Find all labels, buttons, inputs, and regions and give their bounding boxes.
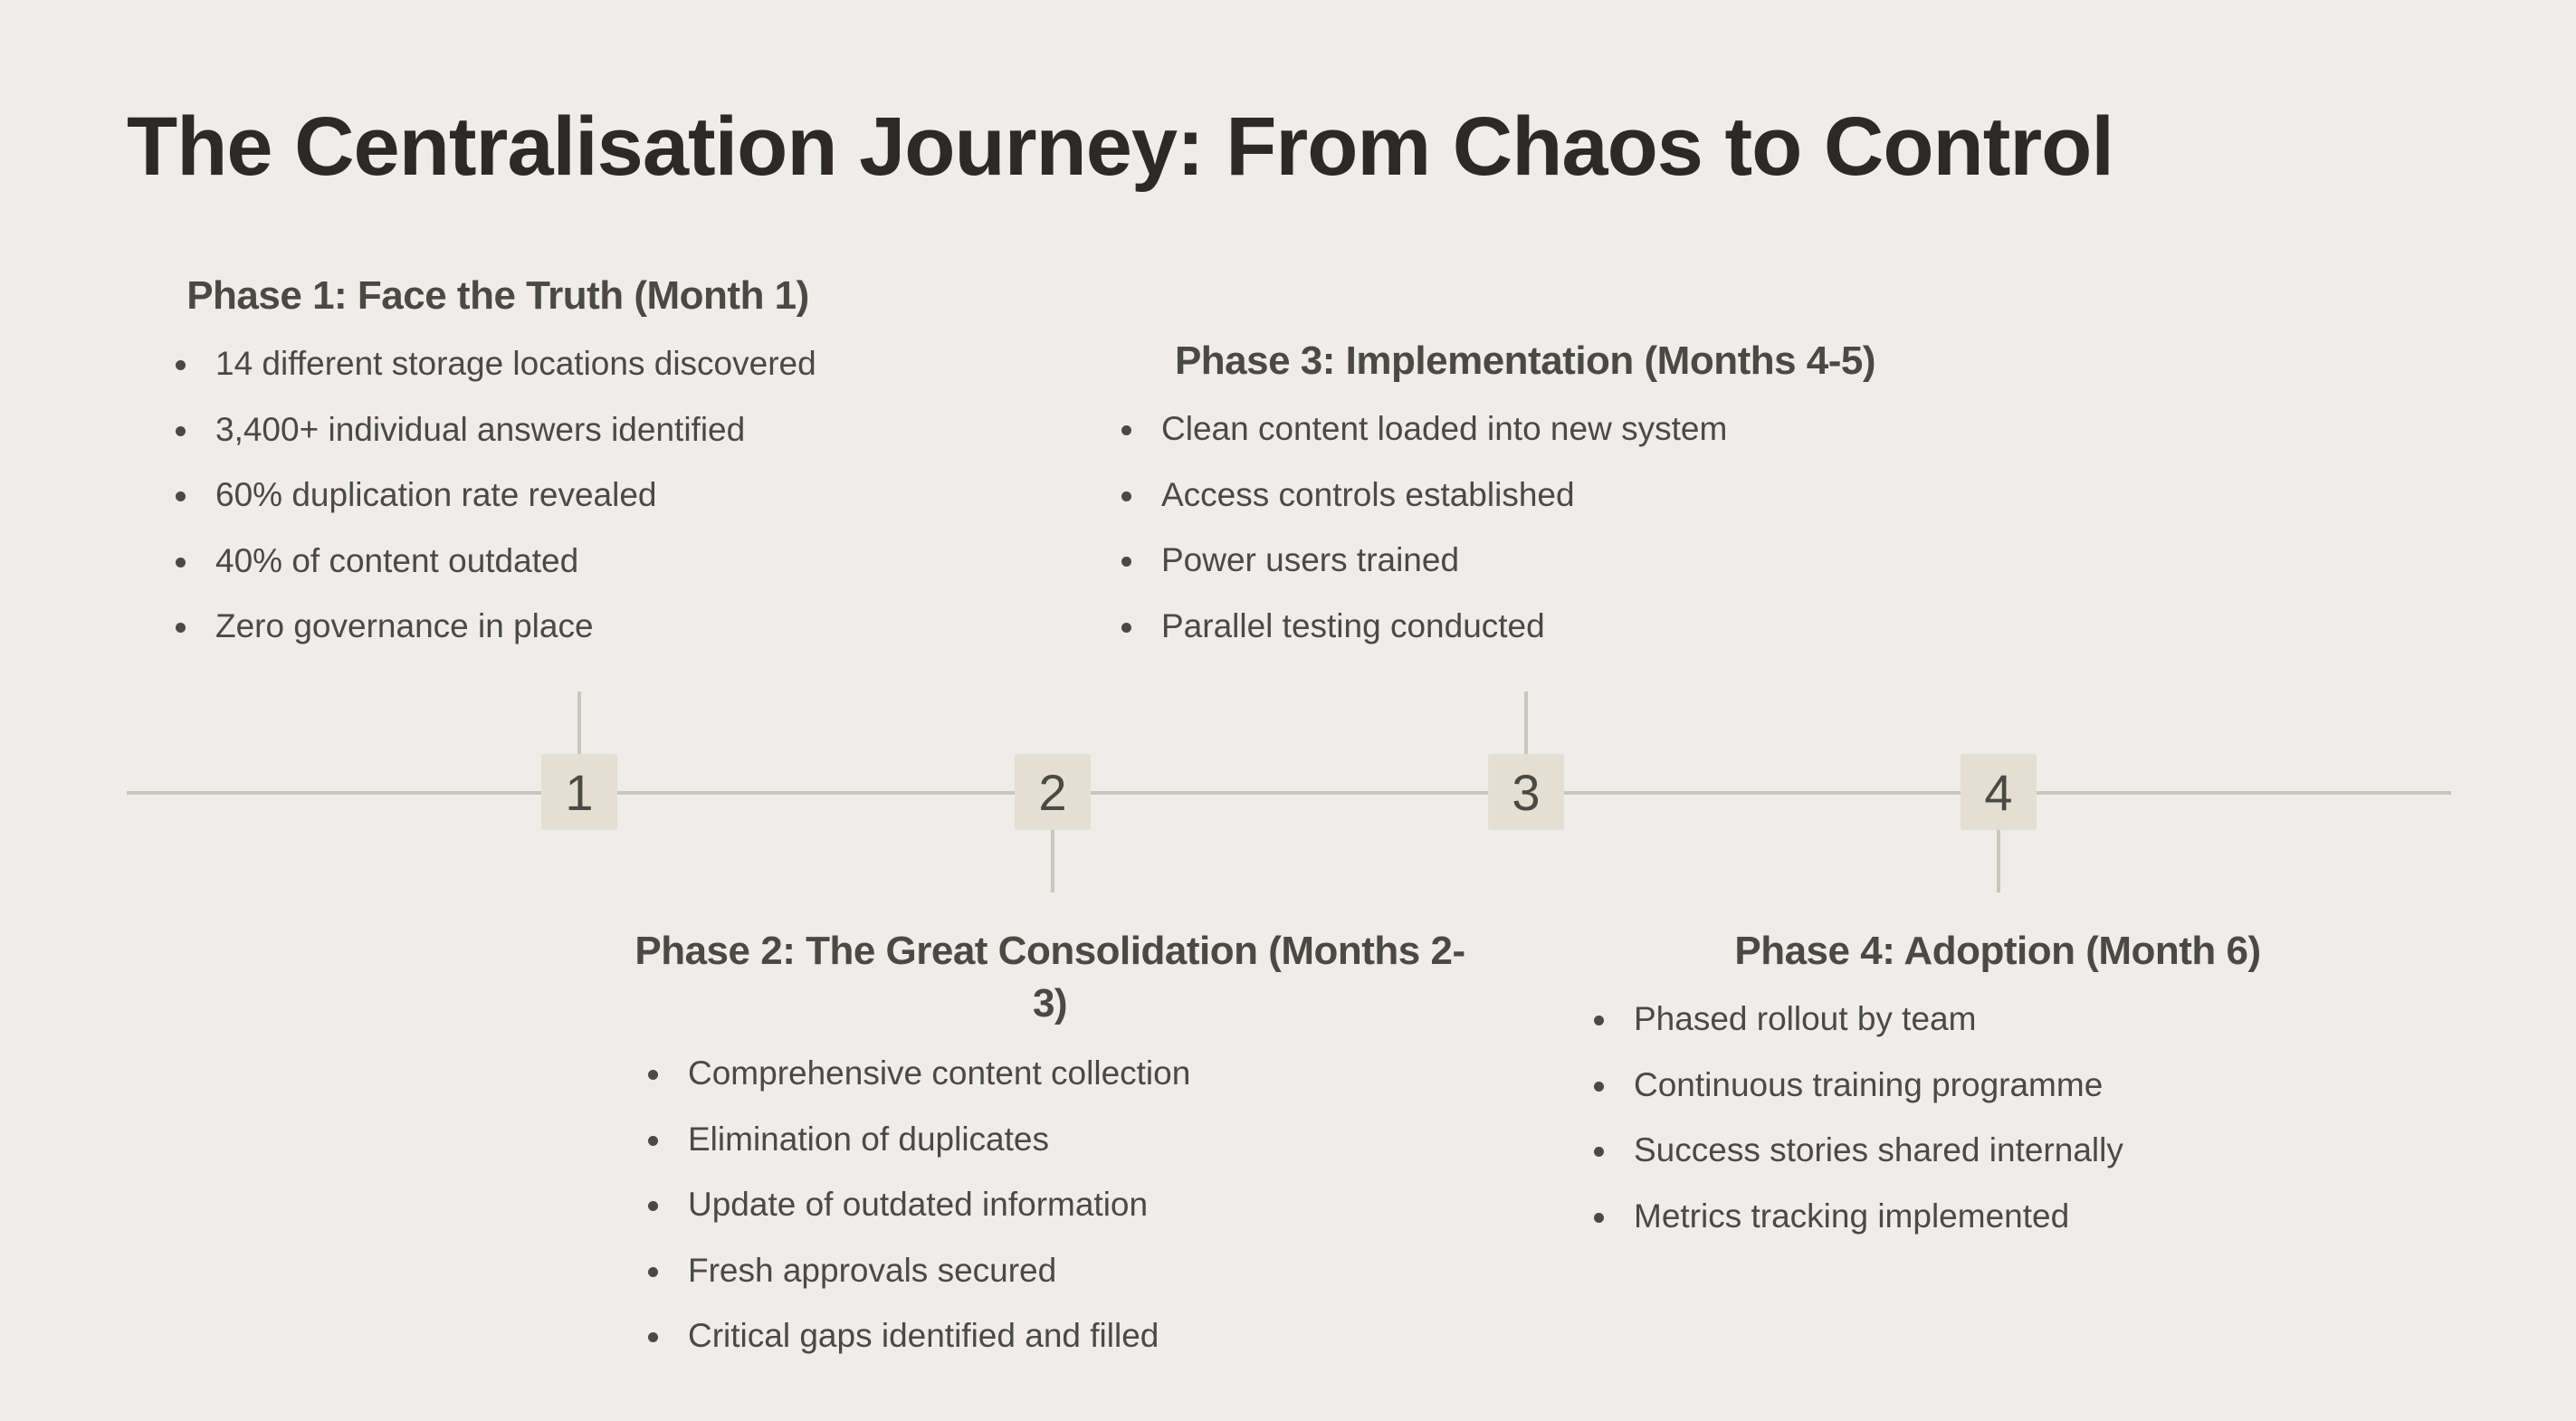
list-item: 14 different storage locations discovered [172, 331, 987, 397]
phase-1-connector [577, 691, 581, 755]
phase-3-list [1118, 396, 1932, 659]
phase-3-connector [1524, 691, 1528, 755]
page-title: The Centralisation Journey: From Chaos to Control [127, 100, 2113, 193]
phase-2-title: Phase 2: The Great Consolidation (Months 2-3) [634, 929, 1465, 1025]
list-item: Critical gaps identified and filled [644, 1303, 1477, 1369]
phase-2-connector [1051, 829, 1054, 892]
list-item: Power users trained [1118, 528, 1932, 594]
list-item: Update of outdated information [644, 1172, 1477, 1238]
list-item: Parallel testing conducted [1118, 594, 1932, 660]
phase-marker-3: 3 [1488, 754, 1564, 830]
phase-marker-1: 1 [541, 754, 617, 830]
list-item: Comprehensive content collection [644, 1041, 1477, 1107]
phase-1-list [172, 331, 987, 660]
phase-4-list [1590, 987, 2405, 1249]
list-item: Phased rollout by team [1590, 987, 2405, 1053]
list-item: Access controls established [1118, 463, 1932, 529]
phase-3-title: Phase 3: Implementation (Months 4-5) [1174, 339, 1876, 383]
list-item: 60% duplication rate revealed [172, 463, 987, 529]
list-item: Metrics tracking implemented [1590, 1184, 2405, 1250]
phase-1-title: Phase 1: Face the Truth (Month 1) [186, 273, 809, 318]
list-item: 40% of content outdated [172, 529, 987, 595]
list-item: Fresh approvals secured [644, 1238, 1477, 1304]
phase-marker-4: 4 [1961, 754, 2037, 830]
list-item: Zero governance in place [172, 594, 987, 660]
phase-1 [172, 270, 987, 660]
list-item: 3,400+ individual answers identified [172, 397, 987, 463]
phase-marker-2: 2 [1015, 754, 1091, 830]
list-item: Clean content loaded into new system [1118, 396, 1932, 463]
phase-4-title: Phase 4: Adoption (Month 6) [1734, 929, 2261, 973]
phase-4-connector [1997, 829, 2000, 892]
list-item: Continuous training programme [1590, 1053, 2405, 1119]
phase-2-list [644, 1041, 1477, 1369]
list-item: Elimination of duplicates [644, 1107, 1477, 1173]
phase-3 [1118, 335, 1932, 659]
phase-4 [1590, 925, 2405, 1249]
phase-2 [634, 925, 1477, 1369]
timeline-line [127, 791, 2451, 795]
list-item: Success stories shared internally [1590, 1118, 2405, 1184]
